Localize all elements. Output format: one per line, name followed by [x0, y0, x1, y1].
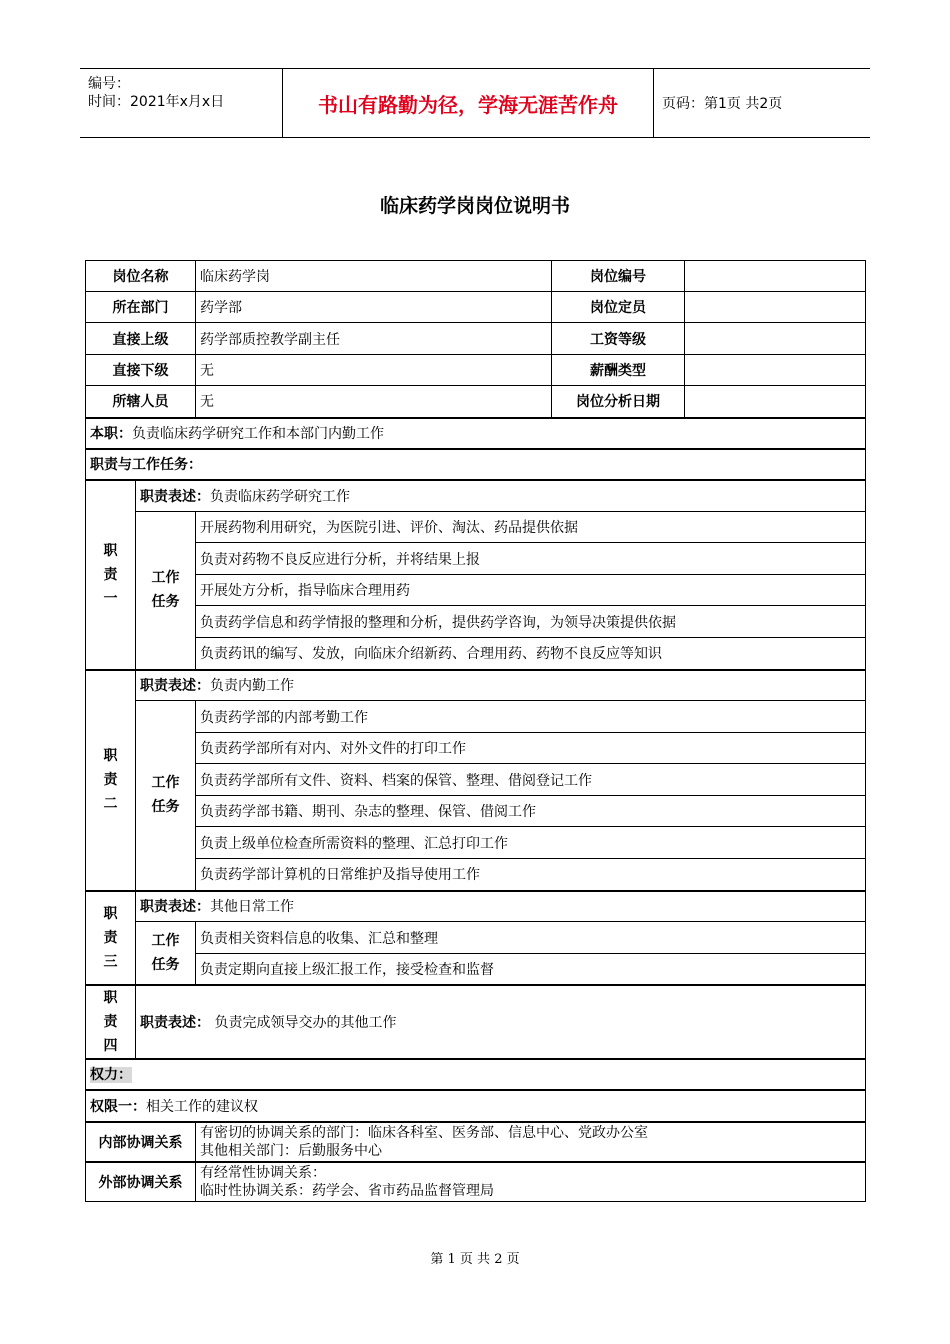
task-row: [86, 859, 866, 891]
basic-label-2: 岗位分析日期: [552, 386, 685, 418]
basic-value: 临床药学岗: [196, 261, 552, 292]
duty-desc-row: [86, 985, 866, 1059]
basic-row: [86, 292, 866, 323]
external-line-1: 有经常性协调关系：: [200, 1164, 326, 1181]
task-item: 负责药学部计算机的日常维护及指导使用工作: [196, 859, 866, 891]
job-description-table: [85, 260, 866, 1202]
task-row: [86, 733, 866, 764]
task-item: 负责药学信息和药学情报的整理和分析，提供药学咨询，为领导决策提供依据: [196, 606, 866, 638]
task-row: [86, 701, 866, 733]
duty-name: 职 责 三: [86, 891, 136, 985]
task-item: 负责上级单位检查所需资料的整理、汇总打印工作: [196, 827, 866, 859]
task-item: 负责药学部书籍、期刊、杂志的整理、保管、借阅工作: [196, 796, 866, 827]
duty-name: 职 责 二: [86, 670, 136, 891]
limits-label: 权限一：: [90, 1098, 146, 1115]
task-row: [86, 606, 866, 638]
duty-name: 职 责 一: [86, 480, 136, 670]
duties-heading-row: [86, 449, 866, 480]
task-item: 负责药学部所有对内、对外文件的打印工作: [196, 733, 866, 764]
duty-desc-label: 职责表述：: [140, 678, 210, 695]
task-item: 负责药讯的编写、发放，向临床介绍新药、合理用药、药物不良反应等知识: [196, 638, 866, 670]
authority-row: [86, 1059, 866, 1090]
duty-desc-row: [86, 480, 866, 512]
task-label: 工作 任务: [136, 701, 196, 891]
task-row: [86, 796, 866, 827]
duty-summary-text: 负责临床药学研究工作和本部门内勤工作: [132, 426, 384, 442]
external-text: [196, 1162, 866, 1202]
external-line-2: 临时性协调关系：药学会、省市药品监督管理局: [200, 1182, 494, 1199]
task-row: [86, 922, 866, 954]
duty-summary-row: [86, 418, 866, 449]
task-label: 工作 任务: [136, 922, 196, 985]
basic-value-2: [685, 355, 866, 386]
basic-row: [86, 386, 866, 418]
internal-label: 内部协调关系: [86, 1122, 196, 1162]
header-meta: [80, 69, 283, 137]
task-item: 开展处方分析，指导临床合理用药: [196, 575, 866, 606]
basic-label: 直接下级: [86, 355, 196, 386]
duty-desc-row: [86, 891, 866, 922]
duty-desc: 其他日常工作: [210, 899, 294, 916]
basic-value-2: [685, 261, 866, 292]
header-page-info: 页码：第1页 共2页: [662, 96, 783, 112]
duties-heading: 职责与工作任务：: [86, 449, 866, 480]
header-motto: 书山有路勤为径，学海无涯苦作舟: [283, 69, 654, 137]
basic-value: 无: [196, 386, 552, 418]
duty-desc-label: 职责表述：: [140, 899, 210, 916]
duty-desc-row: [86, 670, 866, 701]
duty-desc: 负责临床药学研究工作: [210, 488, 350, 505]
task-label: 工作 任务: [136, 512, 196, 670]
task-row: [86, 512, 866, 543]
task-row: [86, 764, 866, 796]
page-footer: 第 1 页 共 2 页: [430, 1252, 520, 1267]
task-item: 负责定期向直接上级汇报工作，接受检查和监督: [196, 954, 866, 985]
task-item: 负责相关资料信息的收集、汇总和整理: [196, 922, 866, 954]
authority-label: 权力：: [90, 1067, 132, 1083]
basic-label-2: 岗位定员: [552, 292, 685, 323]
basic-label: 所辖人员: [86, 386, 196, 418]
task-item: 负责对药物不良反应进行分析，并将结果上报: [196, 543, 866, 575]
internal-line-2: 其他相关部门：后勤服务中心: [200, 1142, 382, 1159]
basic-value-2: [685, 323, 866, 355]
basic-row: [86, 323, 866, 355]
basic-label: 岗位名称: [86, 261, 196, 292]
basic-row: [86, 355, 866, 386]
basic-value-2: [685, 386, 866, 418]
internal-line-1: 有密切的协调关系的部门：临床各科室、医务部、信息中心、党政办公室: [200, 1124, 648, 1141]
duty-desc: 负责内勤工作: [210, 678, 294, 695]
internal-row: [86, 1122, 866, 1162]
task-item: 负责药学部所有文件、资料、档案的保管、整理、借阅登记工作: [196, 764, 866, 796]
basic-value-2: [685, 292, 866, 323]
document-title: 临床药学岗岗位说明书: [379, 195, 570, 217]
basic-row: [86, 261, 866, 292]
basic-label-2: 工资等级: [552, 323, 685, 355]
basic-label-2: 岗位编号: [552, 261, 685, 292]
internal-text: [196, 1122, 866, 1162]
duty-desc-label: 职责表述：: [140, 1014, 210, 1031]
duty-name: 职 责 四: [86, 985, 136, 1059]
header-number: 编号：: [88, 76, 130, 92]
task-row: [86, 575, 866, 606]
task-row: [86, 543, 866, 575]
basic-label: 直接上级: [86, 323, 196, 355]
document-header: [80, 68, 870, 138]
external-row: [86, 1162, 866, 1202]
task-row: [86, 827, 866, 859]
task-row: [86, 638, 866, 670]
duty-summary-label: 本职：: [90, 426, 132, 442]
duty-desc-label: 职责表述：: [140, 488, 210, 505]
basic-label-2: 薪酬类型: [552, 355, 685, 386]
task-item: 负责药学部的内部考勤工作: [196, 701, 866, 733]
basic-value: 无: [196, 355, 552, 386]
basic-label: 所在部门: [86, 292, 196, 323]
basic-value: 药学部质控教学副主任: [196, 323, 552, 355]
limits-text: 相关工作的建议权: [146, 1098, 258, 1115]
limits-row: [86, 1090, 866, 1122]
task-row: [86, 954, 866, 985]
task-item: 开展药物利用研究，为医院引进、评价、淘汰、药品提供依据: [196, 512, 866, 543]
basic-value: 药学部: [196, 292, 552, 323]
duty-desc: 负责完成领导交办的其他工作: [210, 1014, 397, 1031]
header-time: 时间：2021年x月x日: [88, 94, 225, 110]
external-label: 外部协调关系: [86, 1162, 196, 1202]
